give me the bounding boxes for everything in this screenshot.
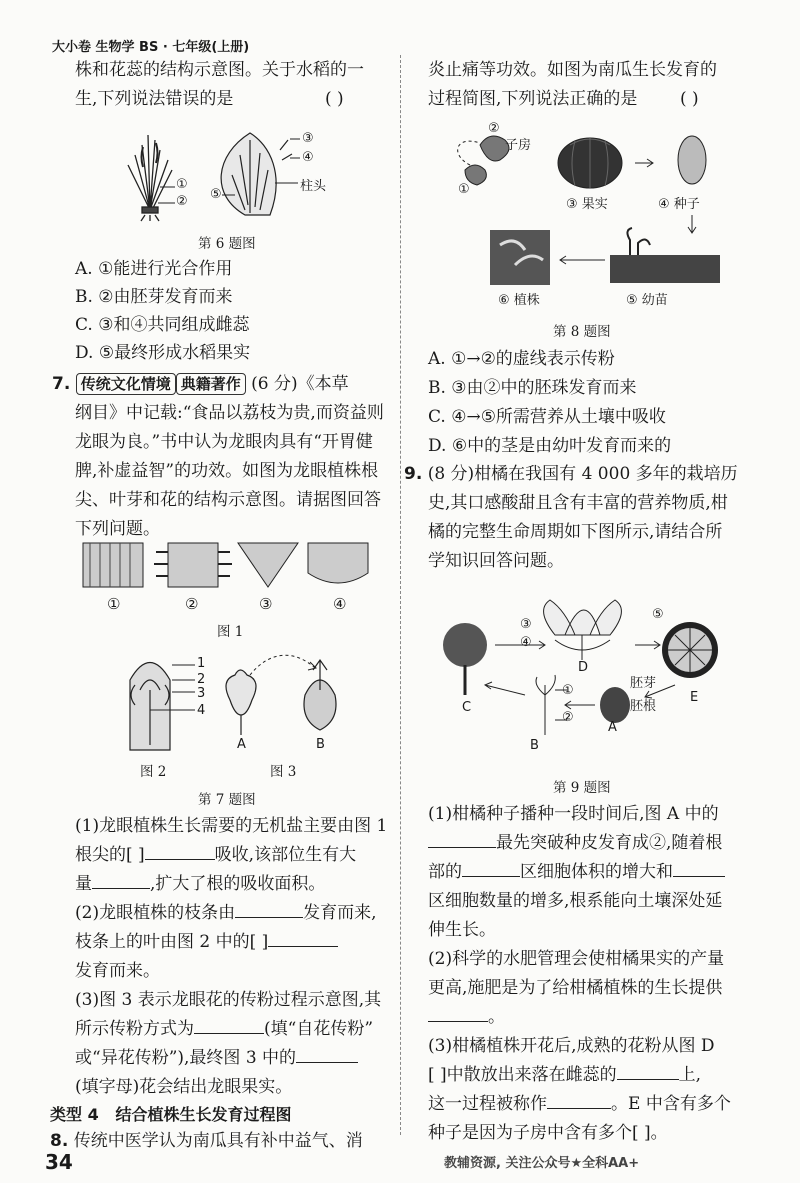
q7-fig1-caption: 图 1 [217,624,244,640]
q7-fig1 [80,540,380,590]
q8-figure [440,115,740,315]
q8-line-1: 传统中医学认为南瓜具有补中益气、消 [73,1131,363,1151]
q7-sub3-text-1: 所示传粉方式为 [75,1019,194,1039]
q8-label-seedling: ⑤ 幼苗 [626,293,668,308]
q6-option-b[interactable]: B. ②由胚芽发育而来 [75,287,233,307]
q6-line-2: 生,下列说法错误的是 [75,89,234,109]
q6-option-a[interactable]: A. ①能进行光合作用 [75,259,233,279]
q9-sub3-blank-1[interactable] [617,1061,679,1080]
q7-sub1-text-2: 吸收,该部位生有大 [214,845,357,865]
q9-label-c: C [462,700,472,715]
rice-plant-illustration [128,135,172,221]
root-zone-3-illustration [238,543,298,587]
q9-sub3-line-1: (3)柑橘植株开花后,成熟的花粉从图 D [428,1036,715,1056]
q9-label-e: E [690,690,699,705]
q8-label-plant: ⑥ 植株 [498,293,540,308]
young-plant-illustration [536,675,555,735]
q7-sub1-line-1: (1)龙眼植株生长需要的无机盐主要由图 1 [75,816,388,836]
q7-sub3-text-3: 或“异花传粉”),最终图 3 中的 [75,1048,297,1068]
q9-label-a: A [608,720,617,735]
q6-label-3: ③ [302,131,314,146]
q9-sub1-text-5: 区细胞数量的增多,根系能向土壤深处延 [428,891,723,911]
q8-number: 8. [50,1131,69,1151]
q7-line-5: 尖、叶芽和花的结构示意图。请据图回答 [75,490,381,510]
q8-label-ovary: 子房 [505,138,532,153]
q7-fig2-label-4: 4 [197,703,206,718]
q9-sub1-blank-2[interactable] [462,858,520,877]
q7-sub2-text-3: 枝条上的叶由图 2 中的[ ] [75,932,269,952]
q9-label-b: B [530,738,539,753]
column-divider [400,55,401,1135]
q8-label-fruit: ③ 果实 [566,197,608,212]
q7-sub1-text-3: 量 [75,874,92,894]
flower-a-illustration [226,670,256,735]
q9-label-2: ② [562,710,574,725]
flower-b-illustration [304,660,336,730]
q8-option-c[interactable]: C. ④→⑤所需营养从土壤中吸收 [428,407,666,427]
citrus-fruit-illustration [662,622,718,678]
q7-sub3-blank-1[interactable] [194,1015,264,1034]
q9-sub2-line-2: 更高,施肥是为了给柑橘植株的生长提供 [428,978,723,998]
rice-flower-illustration [221,133,292,215]
q7-fig2-label-3: 3 [197,686,206,701]
q9-label-embryo-root: 胚根 [630,699,657,714]
q6-label-stigma: 柱头 [300,179,327,194]
q9-label-3: ③ [520,617,532,632]
q8-option-d[interactable]: D. ⑥中的茎是由幼叶发育而来的 [428,436,672,456]
q7-sub2-text-1: (2)龙眼植株的枝条由 [75,903,236,923]
q7-sub2-blank-2[interactable] [268,928,338,947]
q6-line-1: 株和花蕊的结构示意图。关于水稻的一 [75,60,364,80]
q7-tag-culture: 传统文化情境 [76,373,176,395]
q9-sub3-text-3: 这一过程被称作 [428,1094,547,1114]
q7-fig3-label-a: A [237,737,246,752]
root-zone-1-illustration [83,543,143,587]
root-zone-2-illustration [168,543,218,587]
q9-sub3-text-1: [ ]中散放出来落在雌蕊的 [428,1065,617,1085]
page-number: 34 [45,1150,73,1174]
q7-line-6: 下列问题。 [75,519,160,539]
q7-fig2-caption: 图 2 [140,764,167,780]
q9-sub2-end: 。 [488,1007,505,1027]
q7-caption: 第 7 题图 [198,792,256,808]
q6-label-2: ② [176,194,188,209]
seed-with-embryo-illustration [600,687,630,723]
q7-line-2: 纲目》中记载:“食品以荔枝为贵,而资益则 [75,403,384,423]
q7-tag-classic: 典籍著作 [176,373,246,395]
q7-sub1-blank-1[interactable] [145,841,215,860]
q9-sub1-text-4: 区细胞体积的增大和 [520,862,673,882]
q7-sub1-bracket: 根尖的[ ] [75,845,145,865]
root-zone-4-illustration [308,543,368,583]
q6-option-c[interactable]: C. ③和④共同组成雌蕊 [75,315,250,335]
q9-sub1-text-6: 伸生长。 [428,920,496,940]
q6-caption: 第 6 题图 [198,236,256,252]
q9-sub3-text-4: 。E 中含有多个 [611,1094,731,1114]
q8-option-a[interactable]: A. ①→②的虚线表示传粉 [428,349,615,369]
pumpkin-flower-illustration [458,136,509,185]
q7-sub1-blank-2[interactable] [92,870,150,889]
q7-fig2-label-2: 2 [197,672,206,687]
q8-paren: ( ) [680,89,699,109]
q9-sub3-blank-2[interactable] [547,1090,611,1109]
q8-label-1: ① [458,182,470,197]
seed-illustration [678,136,706,184]
q6-label-4: ④ [302,150,314,165]
q7-fig1-label-2: ② [185,595,199,613]
q7-sub3-text-4: (填字母)花会结出龙眼果实。 [75,1077,293,1097]
q9-sub2-blank-1[interactable] [428,1003,488,1022]
q9-line-4: 学知识回答问题。 [428,551,564,571]
q9-sub3-text-2: 上, [678,1065,702,1085]
page-header: 大小卷 生物学 BS · 七年级(上册) [52,40,250,55]
q9-sub1-blank-3[interactable] [673,858,725,877]
q6-label-1: ① [176,177,188,192]
q9-label-4: ④ [520,635,532,650]
q9-sub1-blank-1[interactable] [428,829,496,848]
q9-number: 9. [404,464,423,484]
type4-title: 结合植株生长发育过程图 [115,1105,292,1124]
citrus-flower-illustration [544,600,622,660]
q7-fig1-label-1: ① [107,595,121,613]
q9-label-embryo-bud: 胚芽 [630,676,657,691]
q9-line-3: 橘的完整生命周期如下图所示,请结合所 [428,522,723,542]
q7-fig3-label-b: B [316,737,325,752]
q7-fig3-caption: 图 3 [270,764,297,780]
type4-label: 类型 4 [50,1105,99,1124]
q7-sub1-text-4: ,扩大了根的吸收面积。 [150,874,326,894]
q8-line-3: 过程简图,下列说法正确的是 [428,89,638,109]
q7-sub2-blank-1[interactable] [235,899,303,918]
q7-fig1-label-4: ④ [333,595,347,613]
q9-sub1-text-3: 部的 [428,862,462,882]
q6-paren: ( ) [325,89,344,109]
q9-line-2: 史,其口感酸甜且含有丰富的营养物质,柑 [428,493,728,513]
q7-number: 7. [52,374,71,394]
q8-line-2: 炎止痛等功效。如图为南瓜生长发育的 [428,60,717,80]
pumpkin-plant-illustration [490,230,550,285]
q9-sub2-line-1: (2)科学的水肥管理会使柑橘果实的产量 [428,949,725,969]
citrus-tree-illustration [443,623,487,695]
page-footer: 教辅资源, 关注公众号★全科AA+ [444,1156,640,1171]
q7-sub3-blank-2[interactable] [296,1044,358,1063]
q7-sub2-text-2: 发育而来, [303,903,377,923]
q9-label-5: ⑤ [652,607,664,622]
q7-line-1: (6 分)《本草 [251,374,349,394]
q9-label-d: D [578,660,589,675]
q9-sub3-text-5: 种子是因为子房中含有多个[ ]。 [428,1123,668,1143]
leaf-bud-illustration [130,663,170,751]
q6-option-d[interactable]: D. ⑤最终形成水稻果实 [75,343,251,363]
q7-line-3: 龙眼为良。”书中认为龙眼肉具有“开胃健 [75,432,373,452]
q9-caption: 第 9 题图 [553,780,611,796]
q8-caption: 第 8 题图 [553,324,611,340]
q6-label-5: ⑤ [210,187,222,202]
q7-fig1-label-3: ③ [259,595,273,613]
q8-label-seed: ④ 种子 [658,197,700,212]
q8-label-2: ② [488,121,500,136]
seedling-illustration [610,228,720,283]
q9-sub1-text-2: 最先突破种皮发育成②,随着根 [496,833,723,853]
q9-sub1-line-1: (1)柑橘种子播种一段时间后,图 A 中的 [428,804,719,824]
q7-sub2-text-4: 发育而来。 [75,961,160,981]
q7-line-4: 脾,补虚益智”的功效。如图为龙眼植株根 [75,461,379,481]
q9-line-1: (8 分)柑橘在我国有 4 000 多年的栽培历 [427,464,738,484]
q7-fig2-label-1: 1 [197,656,206,671]
q7-sub3-line-1: (3)图 3 表示龙眼花的传粉过程示意图,其 [75,990,382,1010]
q9-label-1: ① [562,683,574,698]
q7-sub3-text-2: (填“自花传粉” [264,1019,374,1039]
pumpkin-illustration [558,138,622,188]
q8-option-b[interactable]: B. ③由②中的胚珠发育而来 [428,378,637,398]
